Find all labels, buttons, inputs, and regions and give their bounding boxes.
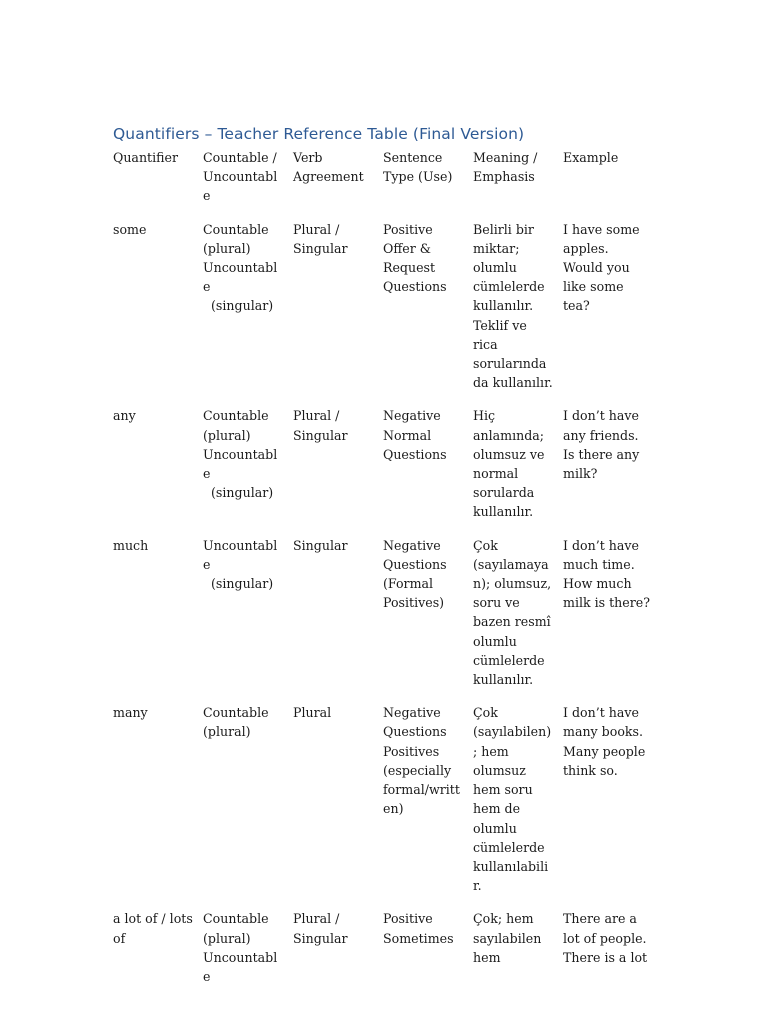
cell-meaning: Çok (sayılamayan); olumsuz, soru ve bazen resmî olumlu cümlelerde kullanılır. xyxy=(473,537,556,688)
cell-verb-agreement: Plural / Singular xyxy=(293,911,348,946)
table-row xyxy=(108,536,658,704)
header-quantifier: Quantifier xyxy=(113,150,179,165)
cell-meaning: Belirli bir miktar; olumlu cümlelerde kullanılır. Teklif ve rica sorularında da kullanılır. xyxy=(473,221,553,391)
header-countable-uncountable: Countable / Uncountable xyxy=(203,150,281,204)
cell-example: There are a lot of people. There is a lot xyxy=(563,911,648,965)
table-header-row xyxy=(108,148,658,220)
cell-sentence-type: Negative Questions Positives (especially formal/written) xyxy=(383,705,460,817)
table-row xyxy=(108,220,658,407)
cell-sentence-type: Positive Sometimes xyxy=(383,911,454,946)
cell-example: I don’t have any friends. Is there any milk? xyxy=(563,408,640,482)
table-row xyxy=(108,703,658,909)
cell-example: I have some apples. Would you like some tea? xyxy=(563,221,640,314)
table-row xyxy=(108,909,658,1000)
header-sentence-type: Sentence Type (Use) xyxy=(383,150,453,185)
cell-quantifier: many xyxy=(113,705,148,721)
quantifiers-table xyxy=(108,148,658,1000)
header-example: Example xyxy=(563,150,619,165)
cell-sentence-type: Negative Normal Questions xyxy=(383,408,447,462)
cell-countable: Countable (plural) xyxy=(203,705,273,740)
cell-verb-agreement: Plural / Singular xyxy=(293,221,348,256)
cell-verb-agreement: Plural / Singular xyxy=(293,408,348,443)
header-verb-agreement: Verb Agreement xyxy=(293,150,364,185)
cell-verb-agreement: Singular xyxy=(293,537,348,553)
cell-example: I don’t have many books. Many people think so. xyxy=(563,705,646,778)
cell-quantifier: some xyxy=(113,221,147,237)
cell-meaning: Hiç anlamında; olumsuz ve normal sorularda kullanılır. xyxy=(473,408,549,520)
cell-example: I don’t have much time. How much milk is there? xyxy=(563,537,650,611)
cell-countable: Countable (plural) Uncountable (singular) xyxy=(203,221,278,314)
cell-sentence-type: Negative Questions (Formal Positives) xyxy=(383,537,447,611)
cell-sentence-type: Positive Offer & Request Questions xyxy=(383,221,447,295)
cell-countable: Countable (plural) Uncountable (singular) xyxy=(203,408,278,501)
cell-meaning: Çok; hem sayılabilen hem xyxy=(473,911,546,965)
header-meaning-emphasis: Meaning / Emphasis xyxy=(473,150,542,185)
cell-verb-agreement: Plural xyxy=(293,705,332,721)
cell-quantifier: a lot of / lots of xyxy=(113,911,197,946)
cell-meaning: Çok (sayılabilen); hem olumsuz hem soru hem de olumlu cümlelerde kullanılabilir. xyxy=(473,705,552,894)
document-title: Quantifiers – Teacher Reference Table (Final Version) xyxy=(113,125,525,143)
cell-countable: Countable (plural) Uncountable xyxy=(203,911,278,984)
cell-quantifier: much xyxy=(113,537,149,553)
table-row xyxy=(108,406,658,535)
cell-countable: Uncountable (singular) xyxy=(203,537,278,592)
cell-quantifier: any xyxy=(113,408,136,424)
